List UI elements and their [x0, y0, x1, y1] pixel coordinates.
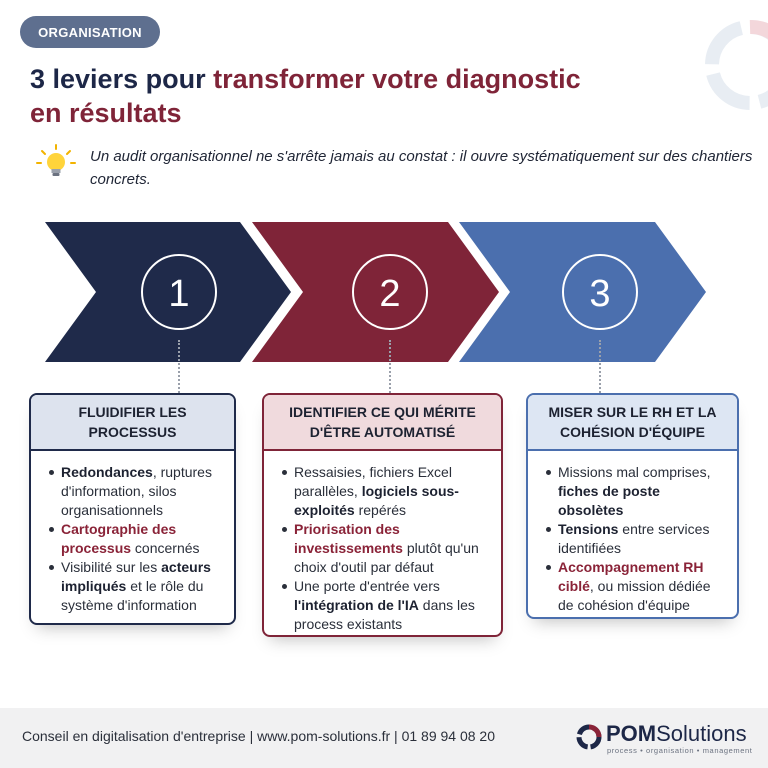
- card-2-list: [264, 451, 501, 637]
- lightbulb-icon: [36, 143, 76, 183]
- footer-contact: Conseil en digitalisation d'entreprise | www.pom-solutions.fr | 01 89 94 08 20: [22, 728, 495, 744]
- card-3-list: [528, 451, 737, 619]
- list-item: Ressaisies, fichiers Excel parallèles, logiciels sous-exploités repérés: [280, 463, 489, 520]
- steps-arrows: [0, 218, 768, 368]
- title-part-1: 3 leviers pour: [30, 64, 214, 94]
- card-processus: [29, 393, 236, 625]
- list-item: Missions mal comprises, fiches de poste obsolètes: [544, 463, 725, 520]
- step-1-number: 1: [168, 273, 190, 315]
- decorative-ring-icon: [690, 10, 768, 120]
- logo-mark-icon: [575, 723, 603, 751]
- list-item: Redondances, ruptures d'information, silos organisationnels: [47, 463, 222, 520]
- title-accent-2: en résultats: [30, 98, 182, 128]
- step-2-number: 2: [379, 273, 401, 315]
- card-rh: [526, 393, 739, 619]
- list-item: Accompagnement RH ciblé, ou mission dédiée de cohésion d'équipe: [544, 558, 725, 615]
- pom-logo: [575, 719, 755, 759]
- page-title: [30, 62, 690, 130]
- card-2-heading: IDENTIFIER CE QUI MÉRITE D'ÊTRE AUTOMATISÉ: [264, 395, 501, 451]
- card-1-heading: FLUIDIFIER LES PROCESSUS: [31, 395, 234, 451]
- card-automatisation: [262, 393, 503, 637]
- list-item: Cartographie des processus concernés: [47, 520, 222, 558]
- title-accent-1: transformer votre diagnostic: [213, 64, 581, 94]
- list-item: Tensions entre services identifiées: [544, 520, 725, 558]
- category-badge-label: ORGANISATION: [38, 24, 142, 40]
- category-badge: [20, 16, 160, 48]
- card-1-list: [31, 451, 234, 625]
- list-item: Une porte d'entrée vers l'intégration de l'IA dans les process existants: [280, 577, 489, 634]
- card-3-heading: MISER SUR LE RH ET LA COHÉSION D'ÉQUIPE: [528, 395, 737, 451]
- connector-2: [389, 340, 391, 393]
- step-3-number: 3: [589, 273, 611, 315]
- list-item: Priorisation des investissements plutôt qu'un choix d'outil par défaut: [280, 520, 489, 577]
- connector-3: [599, 340, 601, 393]
- logo-name: POMSolutions: [606, 721, 747, 746]
- logo-tagline: process • organisation • management: [607, 746, 753, 755]
- intro-text: Un audit organisationnel ne s'arrête jamais au constat : il ouvre systématiquement sur des chantiers concrets.: [90, 148, 753, 188]
- list-item: Visibilité sur les acteurs impliqués et le rôle du système d'information: [47, 558, 222, 615]
- connector-1: [178, 340, 180, 393]
